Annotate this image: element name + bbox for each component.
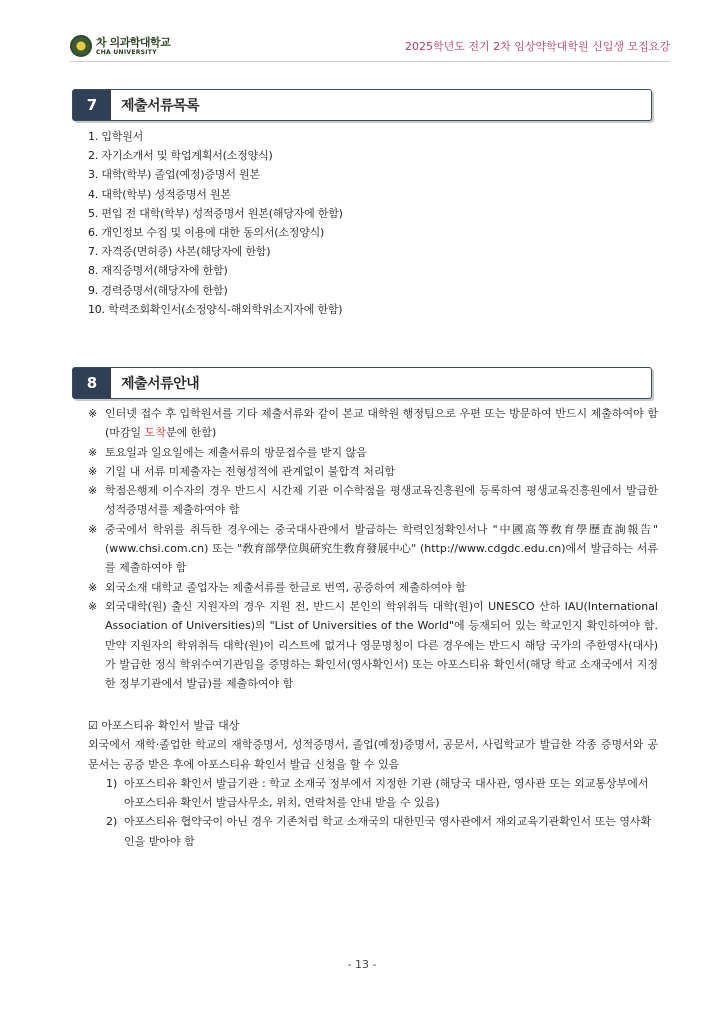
list-item: 10. 학력조회확인서(소정양식-해외학위소지자에 한함) — [88, 302, 343, 316]
subitem-number: 2) — [106, 815, 118, 829]
list-item: 1. 입학원서 — [88, 130, 144, 143]
section-8-title: 제출서류안내 — [121, 376, 200, 392]
page-number: - 13 - — [347, 958, 377, 971]
note-text: 분에 한함) — [165, 426, 217, 440]
reference-mark: ※ — [88, 580, 98, 594]
note-text: 학점은행제 이수자의 경우 반드시 시간제 기관 이수학점을 평생교육진흥원에 등록하여 평생교육진흥원에서 발급한 성적증명서를 제출하여야 함 — [105, 484, 658, 517]
section-7-number: 7 — [73, 90, 111, 120]
logo-english-name: CHA UNIVERSITY — [96, 48, 157, 56]
page-header — [70, 33, 670, 63]
arrival-highlight: 도착 — [144, 426, 166, 440]
note-item — [88, 520, 658, 578]
subitem-number: 1) — [106, 776, 118, 790]
note-text: 중국에서 학위를 취득한 경우에는 중국대사관에서 발급하는 학력인정확인서나 "中國高等敎育學歷査詢報告" (www.chsi.com.cn) 또는 "敎育部學位與硏究生敎育發展中心" (http://www.cdgdc.edu.cn)에서 발급하는 서류를 제출하여야 함 — [105, 522, 658, 575]
reference-mark: ※ — [88, 484, 98, 498]
university-logo — [70, 35, 170, 57]
note-item — [88, 481, 658, 520]
note-text: 외국소재 대학교 졸업자는 제출서류를 한글로 번역, 공증하여 제출하여야 함 — [105, 580, 466, 594]
subitem-text: 아포스티유 협약국이 아닌 경우 기존처럼 학교 소재국의 대한민국 영사관에서 재외교육기관확인서 또는 영사확인을 받아야 함 — [124, 815, 652, 848]
reference-mark: ※ — [88, 445, 98, 459]
apostille-subitem — [88, 812, 658, 851]
note-item — [88, 443, 658, 462]
list-item: 9. 경력증명서(해당자에 한함) — [88, 283, 228, 297]
logo-korean-name: 차 의과학대학교 — [96, 35, 171, 49]
list-item: 7. 자격증(면허증) 사본(해당자에 한함) — [88, 245, 271, 259]
list-item: 6. 개인정보 수집 및 이용에 대한 동의서(소정양식) — [88, 226, 325, 240]
reference-mark: ※ — [88, 599, 98, 613]
note-text: 기일 내 서류 미제출자는 전형성적에 관계없이 불합격 처리함 — [105, 464, 396, 478]
submission-notes — [88, 404, 658, 693]
reference-mark: ※ — [88, 464, 98, 478]
apostille-body: 외국에서 재학‧졸업한 학교의 재학증명서, 성적증명서, 졸업(예정)증명서, 공문서, 사립학교가 발급한 각종 증명서와 공문서는 공증 받은 후에 아포스티유 확인서 발급 신청을 할 수 있음 — [88, 738, 658, 771]
list-item: 3. 대학(학부) 졸업(예정)증명서 원본 — [88, 168, 260, 182]
apostille-section — [88, 716, 658, 851]
reference-mark: ※ — [88, 522, 98, 536]
list-item: 2. 자기소개서 및 학업계획서(소정양식) — [88, 149, 273, 163]
document-title: 2025학년도 전기 2차 임상약학대학원 신입생 모집요강 — [405, 40, 670, 53]
reference-mark: ※ — [88, 407, 98, 420]
note-item — [88, 404, 658, 443]
apostille-subitem — [88, 774, 658, 813]
note-text: 토요일과 일요일에는 제출서류의 방문접수를 받지 않음 — [105, 445, 367, 459]
list-item: 4. 대학(학부) 성적증명서 원본 — [88, 187, 231, 201]
university-seal-icon — [70, 35, 92, 57]
section-7-title: 제출서류목록 — [121, 98, 200, 114]
apostille-heading: ☑ 아포스티유 확인서 발급 대상 — [88, 719, 240, 732]
required-documents-list — [88, 127, 343, 319]
note-item — [88, 597, 658, 693]
note-item — [88, 578, 658, 597]
note-text: 외국대학(원) 출신 지원자의 경우 지원 전, 반드시 본인의 학위취득 대학(원)이 UNESCO 산하 IAU(International Association of Universities)의 "List of Universities of the World"에 등재되어 있는 학교인지 확인하여야 함. 만약 지원자의 학위취득 대학(원)이 리스트에 없거나 영문명칭이 다른 경우에는 반드시 해당 국가의 주한영사(대사)가 발급한 정식 학위수여기관임을 증명하는 확인서(영사확인서) 또는 아포스티유 확인서(해당 학교 소재국에서 지정한 정부기관에서 발급)를 제출하여야 함 — [105, 599, 658, 691]
subitem-text: 아포스티유 확인서 발급기관 : 학교 소재국 정부에서 지정한 기관 (해당국 대사관, 영사관 또는 외교통상부에서 아포스티유 확인서 발급사무소, 위치, 연락처를 안내 받을 수 있음) — [124, 776, 649, 810]
header-divider — [70, 61, 670, 62]
section-7-heading — [72, 89, 652, 121]
list-item: 5. 편입 전 대학(학부) 성적증명서 원본(해당자에 한함) — [88, 206, 343, 220]
note-text: 인터넷 접수 후 입학원서를 기타 제출서류와 같이 본교 대학원 행정팀으로 우편 또는 방문하여 반드시 제출하여야 함(마감일 — [105, 407, 658, 440]
note-item — [88, 462, 658, 481]
section-8-heading — [72, 367, 652, 399]
list-item: 8. 재직증명서(해당자에 한함) — [88, 264, 228, 278]
section-8-number: 8 — [73, 368, 111, 398]
